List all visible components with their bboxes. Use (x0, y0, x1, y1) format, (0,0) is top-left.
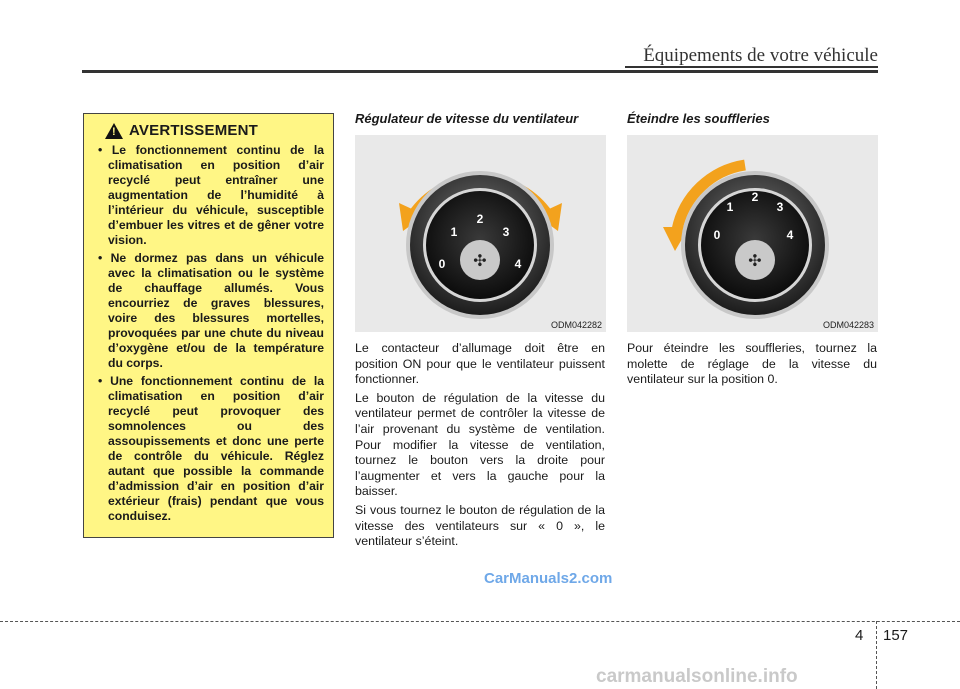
footer-divider (876, 621, 877, 689)
warning-title: AVERTISSEMENT (129, 122, 259, 139)
section-body-speed (355, 341, 605, 553)
paragraph: Le bouton de régulation de la vitesse du ventilateur permet de contrôler la vitesse de l’air provenant du système de ventilation. Pour modifier la vitesse de ventilation, tournez le bouton vers la droite pour l’augmenter et vers la gauche pour la baisser. (355, 390, 605, 499)
warning-header (105, 122, 324, 139)
paragraph: Le contacteur d’allumage doit être en position ON pour que le ventilateur puissent fonctionner. (355, 341, 605, 387)
warning-list (93, 143, 324, 524)
figure-code: ODM042282 (550, 320, 602, 330)
section-body-off (627, 341, 877, 391)
figure-fan-knob-off (627, 135, 878, 332)
paragraph: Pour éteindre les souffleries, tournez la molette de réglage de la vitesse du ventilateur sur la position 0. (627, 341, 877, 387)
section-title-speed: Régulateur de vitesse du ventilateur (355, 111, 579, 126)
svg-text:3: 3 (502, 225, 510, 239)
page-number: 157 (883, 627, 909, 644)
fan-icon: ✣ (473, 251, 487, 270)
paragraph: Si vous tournez le bouton de régulation de la vitesse des ventilateurs sur « 0 », le ventilateur s’éteint. (355, 502, 605, 549)
watermark-bottom: carmanualsonline.info (596, 666, 798, 687)
svg-text:2: 2 (476, 212, 484, 226)
watermark-top: CarManuals2.com (484, 570, 613, 587)
warning-item: • Ne dormez pas dans un véhicule avec la climatisation ou le système de chauffage allumés. Vous encourriez de graves blessures, voire des blessures mortelles, provoquées par une chute du niveau d’oxygène et/ou de la température du corps. (93, 251, 324, 371)
fan-icon: ✣ (748, 251, 762, 270)
footer-rule (0, 621, 960, 622)
warning-icon (105, 123, 123, 139)
svg-text:2: 2 (751, 190, 759, 204)
header-rule-thin (625, 66, 878, 68)
svg-text:1: 1 (726, 200, 734, 214)
svg-text:0: 0 (438, 257, 446, 271)
warning-item: • Une fonctionnement continu de la climatisation en position d’air recyclé peut provoquer des somnolences ou des assoupissements et donc une perte de contrôle du véhicule. Réglez autant que possible la commande d’admission d’air en position d’air extérieur (frais) pendant que vous conduisez. (93, 374, 324, 524)
warning-item: • Le fonctionnement continu de la climatisation en position d’air recyclé peut entraîner une augmentation de l’humidité à l’intérieur du véhicule, susceptible d’embuer les vitres et de gêner votre vision. (93, 143, 324, 248)
fan-knob-off-illustration (627, 135, 878, 332)
warning-box (83, 113, 334, 538)
svg-text:4: 4 (786, 228, 794, 242)
chapter-number: 4 (855, 627, 864, 644)
header-title: Équipements de votre véhicule (643, 45, 878, 66)
section-title-off: Éteindre les souffleries (627, 111, 770, 126)
header-rule (82, 70, 878, 73)
svg-text:1: 1 (450, 225, 458, 239)
figure-fan-knob (355, 135, 606, 332)
svg-text:4: 4 (514, 257, 522, 271)
svg-text:0: 0 (713, 228, 721, 242)
svg-text:3: 3 (776, 200, 784, 214)
fan-knob-illustration (355, 135, 606, 332)
figure-code: ODM042283 (822, 320, 874, 330)
